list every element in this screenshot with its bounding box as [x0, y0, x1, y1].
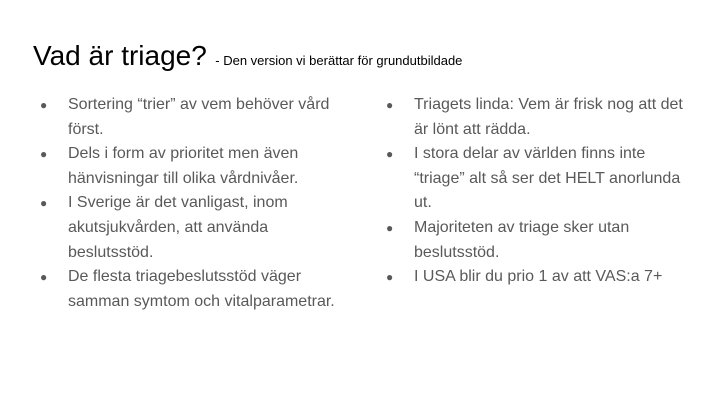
bullet-dot-icon: ●: [40, 270, 48, 285]
bullet-dot-icon: ●: [40, 196, 48, 211]
list-item: [386, 216, 696, 265]
slide-title-row: [33, 40, 462, 72]
bullet-dot-icon: ●: [386, 270, 394, 285]
list-item-text: Majoriteten av triage sker utan beslutsstöd.: [414, 218, 630, 261]
bullet-dot-icon: ●: [40, 147, 48, 162]
list-item: [40, 265, 340, 314]
list-item-text: De flesta triagebeslutsstöd väger samman symtom och vitalparametrar.: [68, 268, 335, 310]
slide-title: Vad är triage?: [33, 40, 207, 71]
list-item-text: Sortering “trier” av vem behöver vård först.: [68, 96, 330, 138]
list-item: [386, 93, 696, 142]
list-item: [40, 93, 340, 142]
list-item: [40, 142, 340, 191]
list-item-text: Dels i form av prioritet men även hänvisningar till olika vårdnivåer.: [68, 145, 299, 187]
list-item-text: I stora delar av världen finns inte “triage” alt så ser det HELT anorlunda ut.: [414, 145, 681, 212]
list-item-text: I USA blir du prio 1 av att VAS:a 7+: [414, 268, 663, 286]
bullet-dot-icon: ●: [386, 147, 394, 162]
right-bullet-list: [386, 93, 696, 290]
bullet-dot-icon: ●: [40, 98, 48, 112]
left-bullet-list: [40, 93, 340, 314]
list-item: [386, 142, 696, 216]
slide-subtitle: - Den version vi berättar för grundutbildade: [215, 53, 463, 68]
bullet-dot-icon: ●: [386, 98, 394, 112]
list-item: [386, 265, 696, 290]
list-item-text: Triagets linda: Vem är frisk nog att det är lönt att rädda.: [414, 96, 683, 138]
list-item: [40, 191, 340, 265]
bullet-dot-icon: ●: [386, 220, 394, 235]
list-item-text: I Sverige är det vanligast, inom akutsjukvården, att använda beslutsstöd.: [68, 194, 288, 261]
